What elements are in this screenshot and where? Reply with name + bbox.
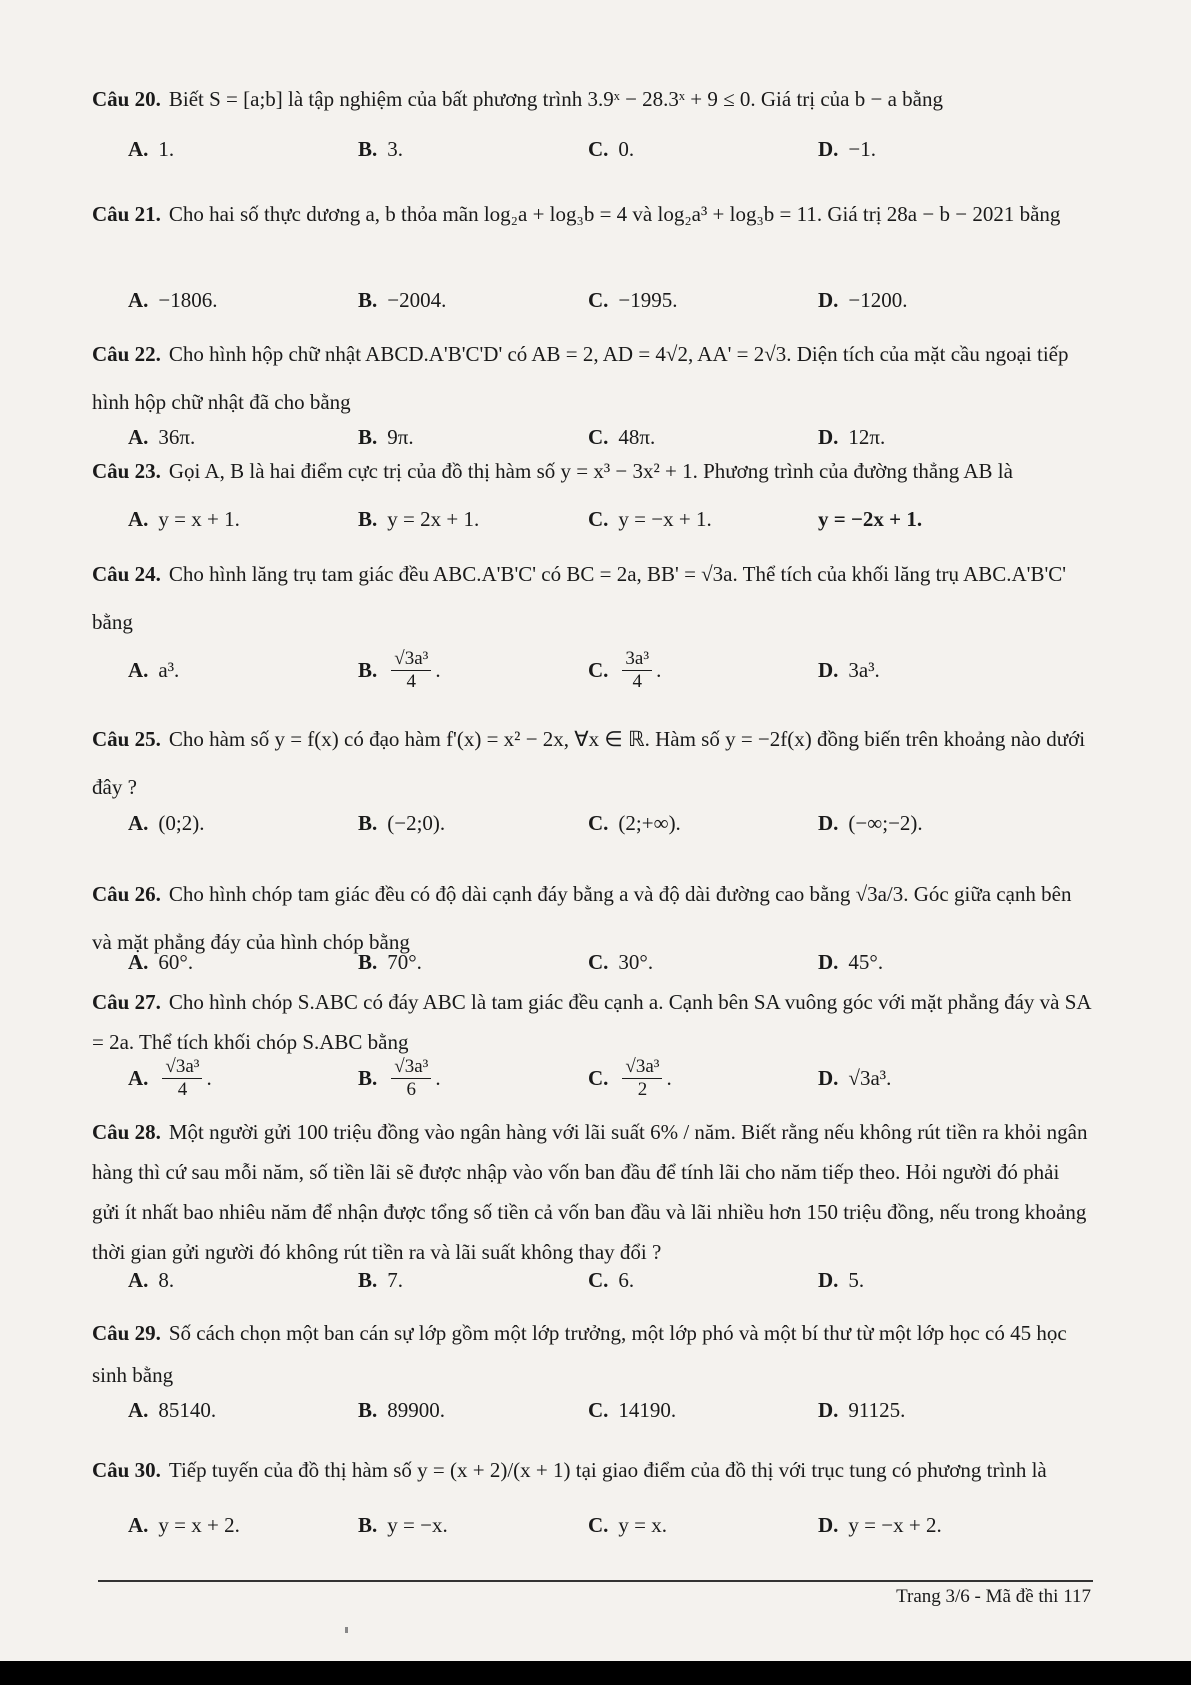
question-text: Cho hình hộp chữ nhật ABCD.A'B'C'D' có AB = 2, AD = 4√2, AA' = 2√3. Diện tích của mặt cầu ngoại tiếp hình hộp chữ nhật đã cho bằng [92,342,1069,414]
question-23 [92,456,1092,486]
option-a: A. 1. [128,137,175,161]
option-c: C. y = −x + 1. [588,507,712,531]
option-a: A. y = x + 1. [128,507,240,531]
options-21 [128,275,1088,325]
question-25 [92,715,1092,811]
page-footer: Trang 3/6 - Mã đề thi 117 [896,1586,1091,1607]
options-28 [128,1260,1088,1300]
question-number: Câu 22. [92,342,161,366]
question-21 [92,190,1092,238]
option-d: D. y = −x + 2. [818,1513,942,1537]
option-b: B. −2004. [358,288,447,312]
option-c: C. y = x. [588,1513,668,1537]
option-b: B. 9π. [358,425,414,449]
option-b: B. 89900. [358,1398,446,1422]
question-number: Câu 20. [92,87,161,111]
option-d: D. −1. [818,137,877,161]
question-number: Câu 29. [92,1321,161,1345]
option-b: B. $\frac{\text{√3a³}}{4}$ . [358,647,441,692]
option-c: C. 0. [588,137,635,161]
question-30 [92,1455,1092,1485]
option-c: C. 6. [588,1268,635,1292]
option-d: D. 3a³. [818,658,880,682]
options-25 [128,798,1088,848]
option-a: A. a³. [128,658,180,682]
option-d: D. 45°. [818,950,884,974]
option-a: A. 60°. [128,950,194,974]
option-a: A. (0;2). [128,811,205,835]
question-number: Câu 25. [92,727,161,751]
footer-divider [98,1580,1093,1582]
option-a: A. 8. [128,1268,175,1292]
option-c: C. $\frac{\text{3a³}}{4}$ . [588,647,662,692]
options-24 [128,640,1088,700]
option-a: A. −1806. [128,288,218,312]
options-20 [128,124,1088,174]
question-number: Câu 24. [92,562,161,586]
scan-bottom-edge [0,1661,1191,1685]
question-text: Biết S = [a;b] là tập nghiệm của bất phương trình 3.9ˣ − 28.3ˣ + 9 ≤ 0. Giá trị của b − a bằng [168,87,943,111]
question-24 [92,550,1092,646]
option-b: B. 3. [358,137,404,161]
question-text: Tiếp tuyến của đồ thị hàm số y = (x + 2)/(x + 1) tại giao điểm của đồ thị với trục tung có phương trình là [168,1458,1047,1482]
option-a: A. 36π. [128,425,196,449]
option-b: B. 7. [358,1268,404,1292]
question-number: Câu 21. [92,202,161,226]
options-26 [128,942,1088,982]
option-a: A. $\frac{\text{√3a³}}{4}$ . [128,1055,212,1100]
options-30 [128,1505,1088,1545]
option-d: D. 5. [818,1268,865,1292]
question-text: Một người gửi 100 triệu đồng vào ngân hàng với lãi suất 6% / năm. Biết rằng nếu không rút tiền ra khỏi ngân hàng thì cứ sau mỗi năm, số tiền lãi sẽ được nhập vào vốn ban đầu để tính lãi cho năm tiếp theo. Hỏi người đó phải gửi ít nhất bao nhiêu năm để nhận được tổng số tiền cả vốn ban đầu và lãi nhiều hơn 150 triệu đồng, nếu trong khoảng thời gian gửi người đó không rút tiền ra và lãi suất không thay đổi ? [92,1120,1088,1264]
options-23 [128,494,1088,544]
option-c: C. 14190. [588,1398,677,1422]
option-d: D. 91125. [818,1398,906,1422]
question-number: Câu 26. [92,882,161,906]
option-a: A. 85140. [128,1398,217,1422]
option-a: A. y = x + 2. [128,1513,240,1537]
question-text: Cho hình lăng trụ tam giác đều ABC.A'B'C' có BC = 2a, BB' = √3a. Thể tích của khối lăng trụ ABC.A'B'C' bằng [92,562,1067,634]
option-c: C. 48π. [588,425,656,449]
option-d: D. 12π. [818,425,886,449]
question-text: Cho hàm số y = f(x) có đạo hàm f'(x) = x² − 2x, ∀x ∈ ℝ. Hàm số y = −2f(x) đồng biến trên khoảng nào dưới đây ? [92,727,1086,799]
option-b: B. y = 2x + 1. [358,507,480,531]
question-text: Gọi A, B là hai điểm cực trị của đồ thị hàm số y = x³ − 3x² + 1. Phương trình của đường thẳng AB là [168,459,1013,483]
question-28 [92,1112,1092,1272]
option-c: C. (2;+∞). [588,811,681,835]
options-27 [128,1048,1088,1108]
option-b: B. $\frac{\text{√3a³}}{6}$ . [358,1055,441,1100]
question-number: Câu 23. [92,459,161,483]
question-text: Số cách chọn một ban cán sự lớp gồm một lớp trưởng, một lớp phó và một bí thư từ một lớp học có 45 học sinh bằng [92,1321,1067,1387]
options-29 [128,1390,1088,1430]
question-number: Câu 28. [92,1120,161,1144]
question-29 [92,1312,1092,1396]
option-c: C. $\frac{\text{√3a³}}{2}$ . [588,1055,672,1100]
options-22 [128,412,1088,462]
option-d: D. −1200. [818,288,908,312]
question-number: Câu 30. [92,1458,161,1482]
question-text: Cho hình chóp S.ABC có đáy ABC là tam giác đều cạnh a. Cạnh bên SA vuông góc với mặt phẳng đáy và SA = 2a. Thể tích khối chóp S.ABC bằng [92,990,1091,1054]
option-b: B. y = −x. [358,1513,448,1537]
question-text: Cho hình chóp tam giác đều có độ dài cạnh đáy bằng a và độ dài đường cao bằng √3a/3. Góc giữa cạnh bên và mặt phẳng đáy của hình chóp bằng [92,882,1072,954]
question-20 [92,84,1092,114]
option-b: B. 70°. [358,950,422,974]
option-c: C. 30°. [588,950,654,974]
question-text: Cho hai số thực dương a, b thỏa mãn log₂a + log₃b = 4 và log₂a³ + log₃b = 11. Giá trị 28a − b − 2021 bằng [168,202,1061,226]
option-d: D. (−∞;−2). [818,811,923,835]
option-d: y = −2x + 1. [818,507,923,531]
option-d: D. √3a³. [818,1066,892,1090]
option-c: C. −1995. [588,288,678,312]
question-number: Câu 27. [92,990,161,1014]
scan-speck [345,1627,348,1633]
option-b: B. (−2;0). [358,811,446,835]
